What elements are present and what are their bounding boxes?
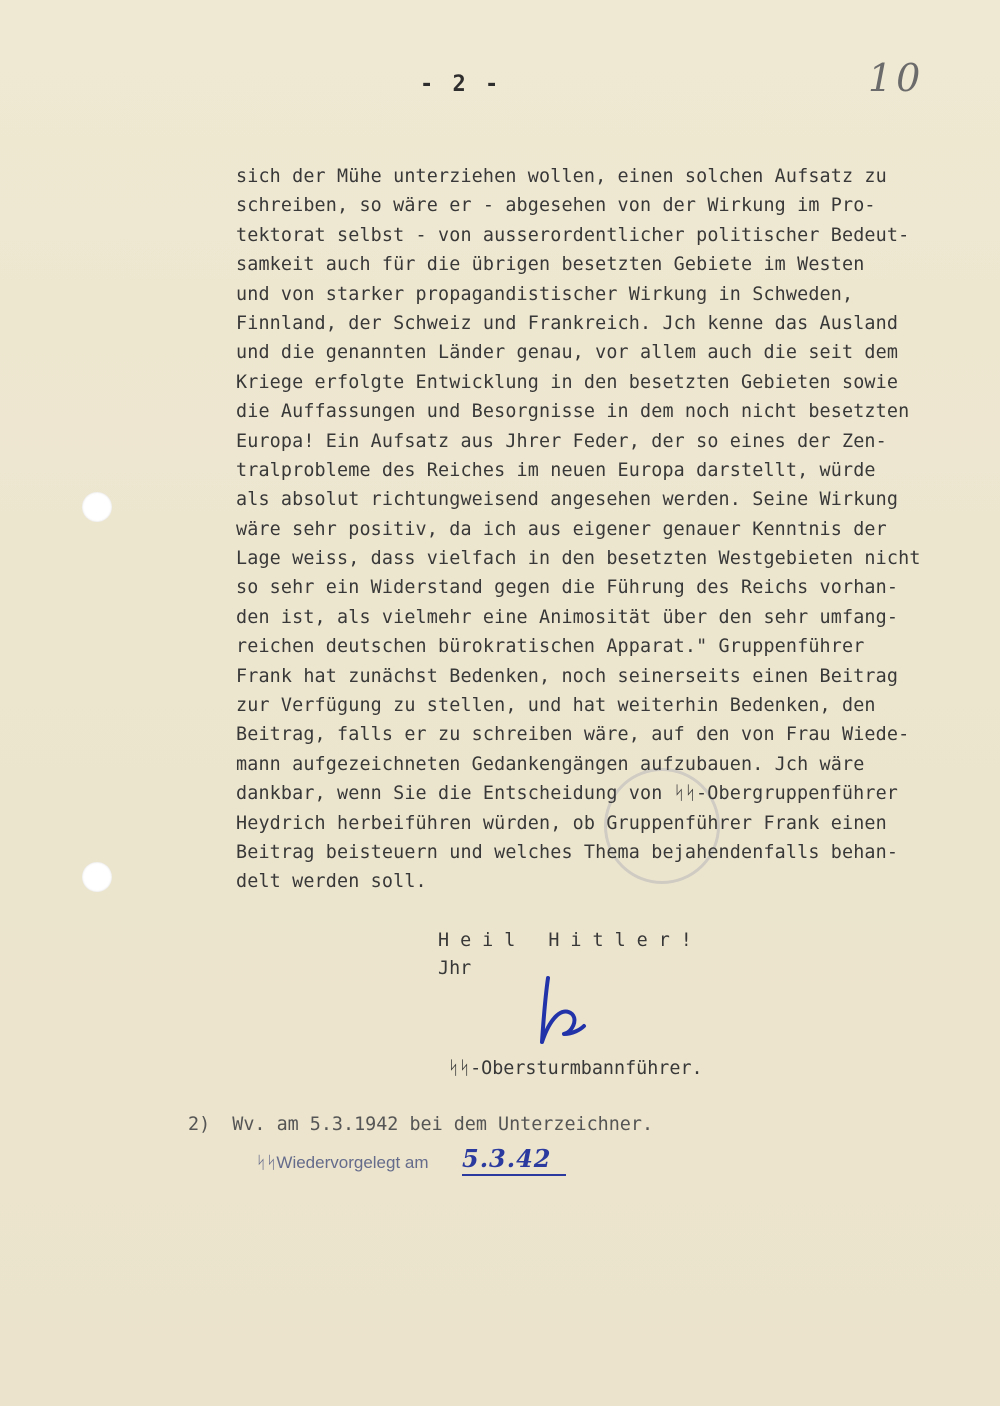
resubmission-stamp: ᛋᛋWiedervorgelegt am (256, 1153, 429, 1172)
body-line: und von starker propagandistischer Wirkung in Schweden, (236, 283, 854, 305)
body-line: als absolut richtungweisend angesehen werden. Seine Wirkung (236, 489, 899, 511)
body-line: zur Verfügung zu stellen, und hat weiterhin Bedenken, den (236, 695, 876, 717)
body-line: so sehr ein Widerstand gegen die Führung des Reichs vorhan- (236, 577, 899, 599)
complimentary-close: Jhr (438, 958, 472, 979)
body-line: tektorat selbst - von ausserordentlicher politischer Bedeut- (236, 224, 910, 246)
body-line: Beitrag beisteuern und welches Thema bejahendenfalls behan- (236, 841, 899, 863)
body-line: dankbar, wenn Sie die Entscheidung von ᛋᛋ-Obergruppenführer (236, 783, 899, 805)
signatory-rank: ᛋᛋ-Obersturmbannführer. (448, 1058, 703, 1079)
letter-body (236, 162, 976, 897)
body-line: die Auffassungen und Besorgnisse in dem noch nicht besetzten (236, 401, 910, 423)
body-line: den ist, als vielmehr eine Animosität über den sehr umfang- (236, 606, 899, 628)
punch-hole-lower (82, 862, 112, 892)
resubmission-note: 2) Wv. am 5.3.1942 bei dem Unterzeichner. (188, 1114, 654, 1135)
salutation: Heil Hitler! (438, 930, 703, 951)
body-line: samkeit auch für die übrigen besetzten Gebiete im Westen (236, 254, 865, 276)
handwritten-folio-number: 10 (868, 56, 925, 100)
body-line: und die genannten Länder genau, vor allem auch die seit dem (236, 342, 899, 364)
body-line: Heydrich herbeiführen würden, ob Gruppenführer Frank einen (236, 812, 887, 834)
stamp-handwritten-date: 5.3.42 (462, 1144, 552, 1173)
body-line: Finnland, der Schweiz und Frankreich. Jch kenne das Ausland (236, 312, 899, 334)
body-line: tralprobleme des Reiches im neuen Europa darstellt, würde (236, 459, 876, 481)
body-line: wäre sehr positiv, da ich aus eigener genauer Kenntnis der (236, 518, 887, 540)
body-line: Beitrag, falls er zu schreiben wäre, auf den von Frau Wiede- (236, 724, 910, 746)
body-line: Europa! Ein Aufsatz aus Jhrer Feder, der so eines der Zen- (236, 430, 887, 452)
body-line: delt werden soll. (236, 871, 427, 893)
body-line: schreiben, so wäre er - abgesehen von der Wirkung im Pro- (236, 195, 876, 217)
body-line: sich der Mühe unterziehen wollen, einen solchen Aufsatz zu (236, 166, 887, 187)
punch-hole-upper (82, 492, 112, 522)
handwritten-signature (528, 972, 588, 1048)
body-line: mann aufgezeichneten Gedankengängen aufzubauen. Jch wäre (236, 753, 865, 775)
body-line: Lage weiss, dass vielfach in den besetzten Westgebieten nicht (236, 548, 921, 570)
page-number: - 2 - (420, 72, 502, 97)
body-line: reichen deutschen bürokratischen Apparat." Gruppenführer (236, 636, 865, 658)
body-line: Frank hat zunächst Bedenken, noch seinerseits einen Beitrag (236, 665, 899, 687)
body-line: Kriege erfolgte Entwicklung in den besetzten Gebieten sowie (236, 371, 899, 393)
stamp-date-underline (462, 1174, 566, 1176)
